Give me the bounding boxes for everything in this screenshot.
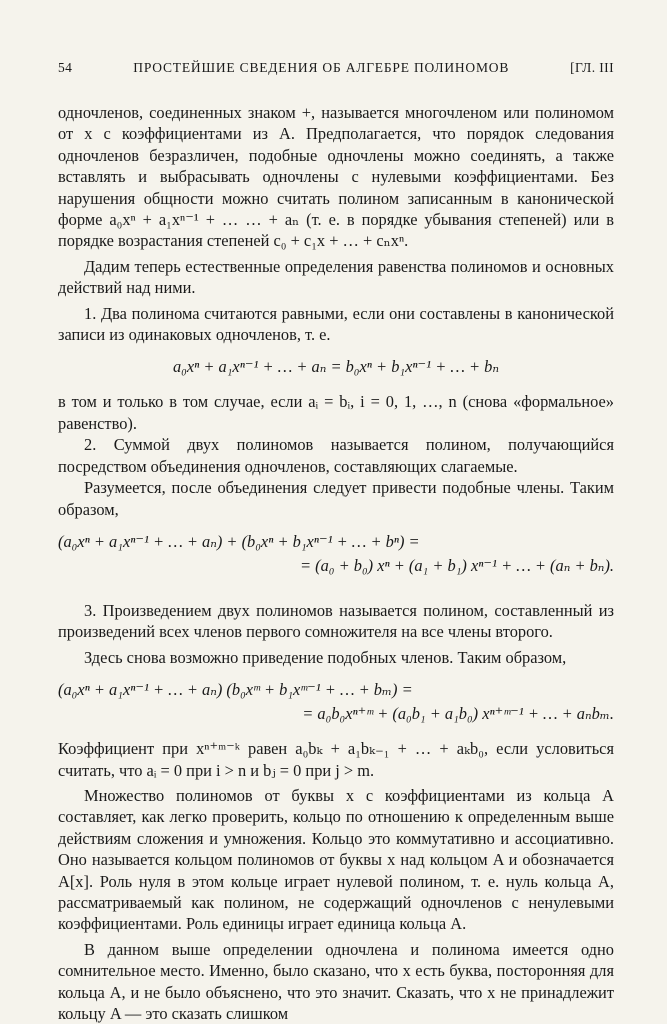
- formula-sum-line-2: = (a₀ + b₀) xⁿ + (a₁ + b₁) xⁿ⁻¹ + … + (aₙ + bₙ).: [300, 555, 614, 575]
- running-header: [58, 60, 614, 76]
- formula-sum-line-1: (a₀xⁿ + a₁xⁿ⁻¹ + … + aₙ) + (b₀xⁿ + b₁xⁿ⁻¹ + … + bⁿ) =: [58, 531, 420, 551]
- formula-equality: a₀xⁿ + a₁xⁿ⁻¹ + … + aₙ = b₀xⁿ + b₁xⁿ⁻¹ + … + bₙ: [172, 357, 500, 377]
- paragraph-9: Коэффициент при xⁿ⁺ᵐ⁻ᵏ равен a₀bₖ + a₁bₖ₋₁ + … + aₖb₀, если условиться считать, что aᵢ = 0 при i > n и bⱼ = 0 при j > m.: [58, 739, 614, 780]
- page-number: 54: [58, 60, 73, 75]
- formula-product-line-2: = a₀b₀xⁿ⁺ᵐ + (a₀b₁ + a₁b₀) xⁿ⁺ᵐ⁻¹ + … + aₙbₘ.: [302, 704, 614, 724]
- running-title: ПРОСТЕЙШИЕ СВЕДЕНИЯ ОБ АЛГЕБРЕ ПОЛИНОМОВ: [133, 60, 510, 75]
- chapter-mark: [ГЛ. III: [570, 60, 614, 75]
- paragraph-2: Дадим теперь естественные определения равенства полиномов и основных действий над ними.: [58, 256, 614, 298]
- paragraph-4: в том и только в том случае, если aᵢ = bᵢ, i = 0, 1, …, n (снова «формальное» равенство).: [58, 392, 614, 433]
- book-page: [58, 60, 614, 1024]
- paragraph-7: 3. Произведением двух полиномов называется полином, составленный из произведений всех членов первого сомножителя на все члены второго.: [58, 600, 614, 642]
- formula-product-line-1: (a₀xⁿ + a₁xⁿ⁻¹ + … + aₙ) (b₀xᵐ + b₁xᵐ⁻¹ + … + bₘ) =: [58, 680, 413, 700]
- paragraph-3: 1. Два полинома считаются равными, если они составлены в канонической записи из одинаковых одночленов, т. е.: [58, 303, 614, 345]
- formula-product: [58, 678, 614, 726]
- paragraph-10: Множество полиномов от буквы x с коэффициентами из кольца A составляет, как легко проверить, кольцо по отношению к определенным выше действиям сложения и умножения. Кольцо это коммутативно и ассоциативно. Оно называется кольцом полиномов от буквы x над кольцом A и обозначается A[x]. Роль нуля в этом кольце играет нулевой полином, т. е. нуль кольца A, рассматриваемый как полином, не содержащий одночленов с ненулевыми коэффициентами. Роль единицы играет единица кольца A.: [58, 785, 614, 934]
- formula-sum: [58, 530, 614, 578]
- paragraph-6: Разумеется, после объединения следует привести подобные члены. Таким образом,: [58, 478, 614, 519]
- paragraph-11: В данном выше определении одночлена и полинома имеется одно сомнительное место. Именно, было сказано, что x есть буква, посторонняя для кольца A, и не было объяснено, что это значит. Сказать, что x не принадлежит кольцу A — это сказать слишком: [58, 939, 614, 1023]
- paragraph-8: Здесь снова возможно приведение подобных членов. Таким образом,: [84, 647, 567, 667]
- paragraph-5: 2. Суммой двух полиномов называется полином, получающийся посредством объединения одночленов, составляющих слагаемые.: [58, 435, 614, 476]
- paragraph-1: одночленов, соединенных знаком +, называется многочленом или полиномом от x с коэффициентами из A. Предполагается, что порядок следования одночленов безразличен, подобные одночлены можно соединять, а также вставлять и выбрасывать одночлены с нулевыми коэффициентами. Без нарушения общности можно считать полином записанным в канонической форме a₀xⁿ + a₁xⁿ⁻¹ + … … + aₙ (т. е. в порядке убывания степеней) или в порядке возрастания степеней c₀ + c₁x + … + cₙxⁿ.: [58, 103, 614, 251]
